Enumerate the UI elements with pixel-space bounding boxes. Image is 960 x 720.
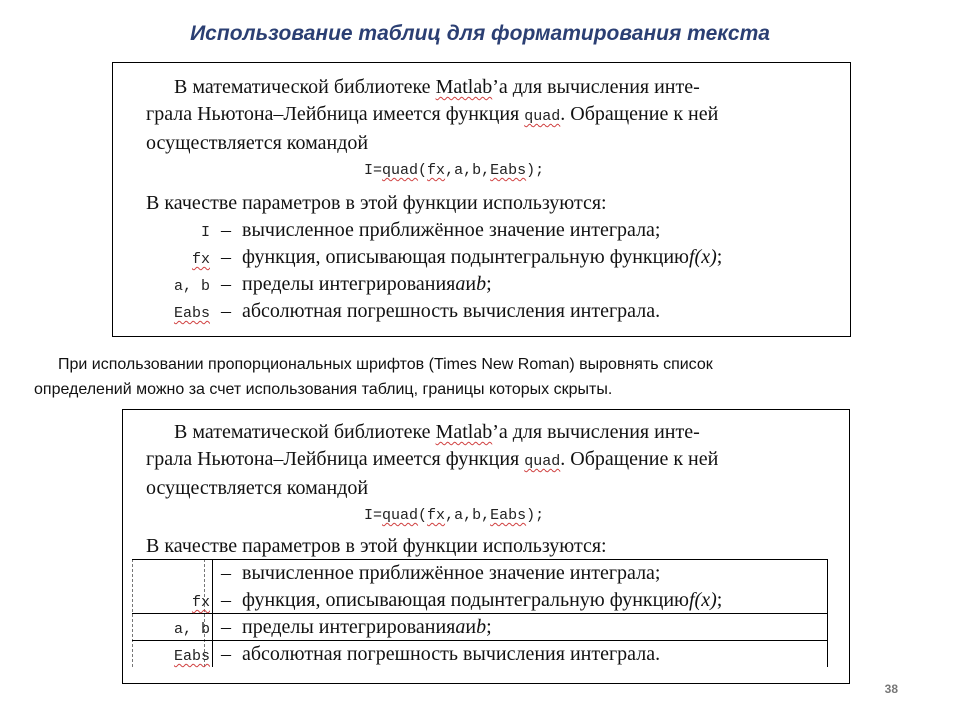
example1-params-heading: В качестве параметров в этой функции используются: (146, 192, 607, 214)
example1-definition-list (148, 219, 722, 327)
explanation-text (34, 352, 938, 402)
table-row: – вычисленное приближённое значение интеграла; (221, 562, 661, 584)
definition-row: a, b – пределы интегрирования a и b ; (173, 273, 492, 295)
example2-line3: осуществляется командой (146, 477, 369, 499)
example2-line1: В математической библиотеке Matlab’а для вычисления инте- (174, 421, 700, 443)
explanation-line1: При использовании пропорциональных шрифтов (Times New Roman) выровнять список (58, 356, 713, 373)
example1-line2: грала Ньютона–Лейбница имеется функция quad. Обращение к ней (146, 103, 719, 125)
example2-line2: грала Ньютона–Лейбница имеется функция quad. Обращение к ней (146, 448, 719, 470)
table-row: Eabs – абсолютная погрешность вычисления интеграла. (173, 643, 661, 665)
table-row: a, b – пределы интегрирования a и b ; (173, 616, 492, 638)
explanation-line2: определений можно за счет использования таблиц, границы которых скрыты. (34, 381, 613, 398)
example2-params-heading: В качестве параметров в этой функции используются: (146, 535, 607, 557)
definition-row: fx – функция, описывающая подынтегральную функцию f(x) ; (191, 246, 723, 268)
page-number: 38 (884, 682, 898, 696)
example1-paragraph (146, 74, 718, 217)
slide-title: Использование таблиц для форматирования текста (190, 22, 770, 45)
table-line (132, 559, 828, 560)
definition-row: Eabs – абсолютная погрешность вычисления интеграла. (173, 300, 661, 322)
table-row: fx – функция, описывающая подынтегральную функцию f(x) ; (191, 589, 723, 611)
example1-line3: осуществляется командой (146, 132, 369, 154)
table-line (827, 559, 828, 667)
example2-command: I=quad(fx,a,b,Eabs); (364, 507, 545, 524)
definition-row: I – вычисленное приближённое значение интеграла; (200, 219, 661, 241)
example1-line1: В математической библиотеке Matlab’а для вычисления инте- (174, 76, 700, 98)
example2-paragraph (146, 419, 718, 560)
example1-command: I=quad(fx,a,b,Eabs); (364, 162, 545, 179)
example2-definition-table (148, 562, 722, 670)
